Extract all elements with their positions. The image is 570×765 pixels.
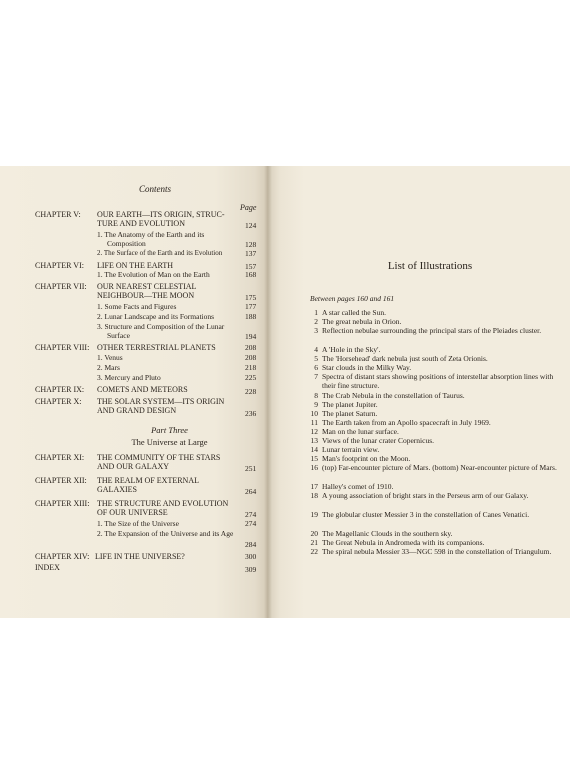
toc-page-number: 188 [245,312,257,321]
item-number: 3 [314,326,318,335]
toc-page-number: 251 [245,464,257,473]
toc-subentry-title: 3. Structure and Composition of the Lunar Surface [97,322,225,340]
item-number: 9 [314,400,318,409]
item-number: 19 [310,510,318,519]
toc-page-number: 218 [245,363,257,372]
item-number: 2 [314,317,318,326]
toc-chapter-title: THE REALM OF EXTERNAL GALAXIES [97,476,199,494]
item-text: A 'Hole in the Sky'. [322,345,381,354]
item-text: The spiral nebula Messier 33—NGC 598 in the constellation of Triangulum. [322,547,552,556]
toc-page-number: 300 [245,552,257,561]
item-text: The Crab Nebula in the constellation of Taurus. [322,391,465,400]
toc-chapter-label: CHAPTER XIV: [35,552,90,561]
toc-page-number: 177 [245,302,257,311]
item-text: The Magellanic Clouds in the southern sky. [322,529,453,538]
toc-chapter-label: CHAPTER VI: [35,261,84,270]
toc-chapter-title: OUR EARTH—ITS ORIGIN, STRUC-TURE AND EVOLUTION [97,210,225,228]
item-number: 10 [310,409,318,418]
item-number: 22 [310,547,318,556]
item-text: A star called the Sun. [322,308,386,317]
toc-page-number: 228 [245,387,257,396]
toc-page-number: 264 [245,487,257,496]
item-number: 1 [314,308,318,317]
item-text: Views of the lunar crater Copernicus. [322,436,435,445]
toc-chapter-title: THE SOLAR SYSTEM—ITS ORIGIN AND GRAND DESIGN [97,397,225,415]
toc-page-number: 157 [245,262,257,271]
toc-subentry-title: 1. The Size of the Universe [97,519,179,528]
toc-subentry-title: 1. Venus [97,353,123,362]
toc-page-number: 274 [245,510,257,519]
illustrations-page [268,166,570,618]
book-gutter [264,166,272,618]
toc-subentry-title: 3. Mercury and Pluto [97,373,161,382]
item-number: 20 [310,529,318,538]
illustrations-subtitle: Between pages 160 and 161 [310,294,395,303]
toc-chapter-label: CHAPTER VII: [35,282,87,291]
toc-chapter-label: CHAPTER VIII: [35,343,90,352]
item-text: Spectra of distant stars showing positions of interstellar absorption lines with their fine structure. [322,372,554,390]
toc-subentry-title: 1. Some Facts and Figures [97,302,177,311]
toc-page-number: 225 [245,373,257,382]
toc-page-number: 194 [245,332,257,341]
item-text: (top) Far-encounter picture of Mars. (bottom) Near-encounter picture of Mars. [322,463,557,472]
toc-page-number: 128 [245,240,257,249]
item-text: The planet Saturn. [322,409,378,418]
item-text: The 'Horsehead' dark nebula just south of Zeta Orionis. [322,354,488,363]
item-text: Lunar terrain view. [322,445,380,454]
toc-page-number: 208 [245,353,257,362]
item-text: The globular cluster Messier 3 in the constellation of Canes Venatici. [322,510,530,519]
toc-chapter-label: CHAPTER X: [35,397,82,406]
toc-subentry-title: 2. The Surface of the Earth and its Evolution [97,249,223,257]
toc-page-number: 175 [245,293,257,302]
item-text: A young association of bright stars in the Perseus arm of our Galaxy. [322,491,529,500]
item-number: 7 [314,372,318,381]
toc-chapter-label: CHAPTER XI: [35,453,85,462]
toc-subentry-title: 2. Lunar Landscape and its Formations [97,312,215,321]
toc-chapter-title: LIFE ON THE EARTH [97,261,174,270]
toc-subentry-title: 2. The Expansion of the Universe and its Age [97,529,234,538]
item-text: Star clouds in the Milky Way. [322,363,412,372]
item-number: 6 [314,363,318,372]
toc-page-number: 274 [245,519,257,528]
illustrations-title: List of Illustrations [387,260,473,272]
toc-subentry-title: 2. Mars [97,363,120,372]
item-number: 16 [310,463,318,472]
toc-page-number: 124 [245,221,257,230]
toc-chapter-label: CHAPTER XII: [35,476,87,485]
item-number: 11 [310,418,318,427]
item-text: Man's footprint on the Moon. [322,454,411,463]
part-title: The Universe at Large [131,437,208,447]
toc-chapter-title: OUR NEAREST CELESTIAL NEIGHBOUR—THE MOON [97,282,197,300]
toc-page-number: 309 [245,565,257,574]
item-text: Halley's comet of 1910. [322,482,394,491]
toc-chapter-title: COMETS AND METEORS [97,385,188,394]
item-text: Reflection nebulae surrounding the principal stars of the Pleiades cluster. [322,326,542,335]
toc-chapter-label: CHAPTER V: [35,210,81,219]
toc-chapter-title: THE COMMUNITY OF THE STARS AND OUR GALAXY [97,453,221,471]
toc-chapter-title: LIFE IN THE UNIVERSE? [95,552,185,561]
toc-page-number: 208 [245,343,257,352]
item-number: 8 [314,391,318,400]
toc-chapter-label: CHAPTER XIII: [35,499,90,508]
item-text: Man on the lunar surface. [322,427,399,436]
item-text: The Earth taken from an Apollo spacecraft in July 1969. [322,418,491,427]
toc-page-number: 168 [245,270,257,279]
item-number: 5 [314,354,318,363]
item-number: 13 [310,436,318,445]
item-number: 18 [310,491,318,500]
toc-chapter-title: THE STRUCTURE AND EVOLUTION OF OUR UNIVERSE [97,499,229,517]
toc-chapter-title: OTHER TERRESTRIAL PLANETS [97,343,216,352]
book-spread [0,166,570,618]
item-number: 15 [310,454,318,463]
item-number: 17 [310,482,318,491]
item-text: The great nebula in Orion. [322,317,402,326]
toc-index-label: INDEX [35,563,60,572]
item-number: 21 [310,538,318,547]
page-column-heading: Page [240,203,257,212]
item-number: 12 [310,427,318,436]
item-text: The Great Nebula in Andromeda with its companions. [322,538,485,547]
item-number: 4 [314,345,318,354]
toc-page-number: 137 [245,249,257,258]
toc-page-number: 236 [245,409,257,418]
toc-subentry-title: 1. The Anatomy of the Earth and its Composition [97,230,205,248]
item-text: The planet Jupiter. [322,400,378,409]
contents-page [0,166,268,618]
toc-chapter-label: CHAPTER IX: [35,385,85,394]
toc-subentry-title: 1. The Evolution of Man on the Earth [97,270,210,279]
part-number: Part Three [151,425,188,435]
contents-title: Contents [138,184,171,194]
toc-page-number: 284 [245,540,257,549]
item-number: 14 [310,445,318,454]
